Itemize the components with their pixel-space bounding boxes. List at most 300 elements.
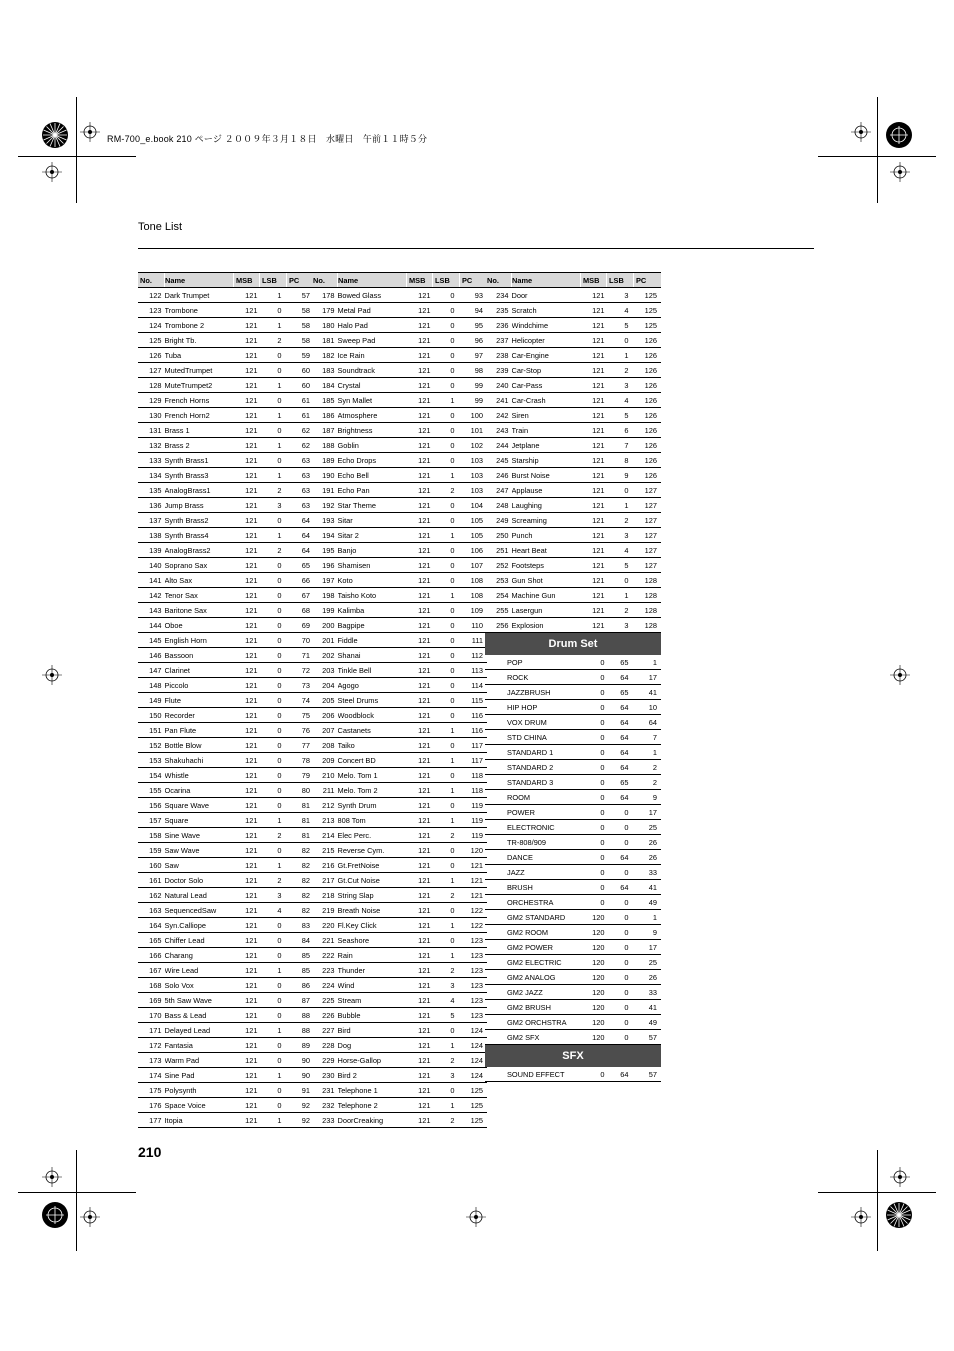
- tone-pc: 127: [634, 558, 662, 573]
- tone-lsb: 0: [260, 978, 287, 993]
- tone-row: [485, 483, 661, 498]
- tone-row: [138, 1113, 314, 1128]
- tone-lsb: 2: [433, 483, 460, 498]
- tone-msb: 121: [407, 1008, 433, 1023]
- tone-row: [138, 948, 314, 963]
- tone-msb: 121: [234, 948, 260, 963]
- tone-lsb: 0: [433, 858, 460, 873]
- col-header-name: Name: [165, 273, 234, 288]
- tone-name: MutedTrumpet: [165, 363, 234, 378]
- tone-pc: 92: [287, 1098, 315, 1113]
- tone-row: [485, 603, 661, 618]
- tone-pc: 111: [460, 633, 488, 648]
- tone-lsb: 0: [260, 798, 287, 813]
- tone-row: [138, 723, 314, 738]
- tone-pc: 103: [460, 453, 488, 468]
- tone-number: 135: [138, 483, 165, 498]
- tone-number: 132: [138, 438, 165, 453]
- drum-set-name: STANDARD 1: [485, 745, 581, 760]
- tone-pc: 92: [287, 1113, 315, 1128]
- tone-lsb: 0: [433, 693, 460, 708]
- drum-set-pc: 41: [634, 685, 662, 700]
- tone-pc: 123: [460, 963, 488, 978]
- tone-row: [311, 768, 487, 783]
- tone-row: [311, 318, 487, 333]
- tone-row: [311, 378, 487, 393]
- tone-lsb: 9: [607, 468, 634, 483]
- drum-set-pc: 64: [634, 715, 662, 730]
- tone-pc: 71: [287, 648, 315, 663]
- drum-set-msb: 120: [581, 925, 607, 940]
- tone-name: Doctor Solo: [165, 873, 234, 888]
- drum-set-lsb: 64: [607, 700, 634, 715]
- crosshair-icon: [466, 1207, 486, 1227]
- drum-set-msb: 120: [581, 1015, 607, 1030]
- tone-number: 247: [485, 483, 512, 498]
- tone-row: [311, 483, 487, 498]
- tone-row: [138, 678, 314, 693]
- tone-lsb: 1: [433, 753, 460, 768]
- drum-set-name: DANCE: [485, 850, 581, 865]
- tone-name: Siren: [512, 408, 581, 423]
- tone-name: Goblin: [338, 438, 407, 453]
- tone-row: [138, 1038, 314, 1053]
- tone-pc: 88: [287, 1023, 315, 1038]
- tone-number: 241: [485, 393, 512, 408]
- tone-pc: 91: [287, 1083, 315, 1098]
- tone-name: Polysynth: [165, 1083, 234, 1098]
- tone-row: [311, 633, 487, 648]
- tone-msb: 121: [234, 903, 260, 918]
- tone-lsb: 1: [260, 963, 287, 978]
- tone-row: [138, 633, 314, 648]
- tone-msb: 121: [407, 753, 433, 768]
- tone-pc: 82: [287, 858, 315, 873]
- tone-row: [138, 1098, 314, 1113]
- tone-lsb: 3: [607, 528, 634, 543]
- tone-msb: 121: [234, 978, 260, 993]
- tone-lsb: 1: [433, 918, 460, 933]
- tone-msb: 121: [407, 573, 433, 588]
- tone-msb: 121: [234, 303, 260, 318]
- tone-number: 210: [311, 768, 338, 783]
- drum-set-pc: 41: [634, 880, 662, 895]
- tone-number: 254: [485, 588, 512, 603]
- tone-number: 170: [138, 1008, 165, 1023]
- tone-lsb: 2: [607, 363, 634, 378]
- tone-lsb: 0: [260, 393, 287, 408]
- tone-name: AnalogBrass1: [165, 483, 234, 498]
- tone-row: [138, 918, 314, 933]
- tone-number: 249: [485, 513, 512, 528]
- tone-msb: 121: [234, 813, 260, 828]
- tone-msb: 121: [234, 1098, 260, 1113]
- tone-row: [485, 363, 661, 378]
- tone-msb: 121: [407, 303, 433, 318]
- col-header-name: Name: [512, 273, 581, 288]
- tone-name: Bird: [338, 1023, 407, 1038]
- tone-lsb: 3: [433, 1068, 460, 1083]
- tone-msb: 121: [234, 573, 260, 588]
- tone-row: [485, 468, 661, 483]
- tone-number: 203: [311, 663, 338, 678]
- tone-number: 152: [138, 738, 165, 753]
- tone-pc: 124: [460, 1023, 488, 1038]
- tone-number: 142: [138, 588, 165, 603]
- tone-lsb: 0: [260, 663, 287, 678]
- tone-msb: 121: [407, 738, 433, 753]
- tone-pc: 125: [460, 1113, 488, 1128]
- registration-mark-icon: [40, 1200, 70, 1230]
- tone-row: [311, 558, 487, 573]
- tone-lsb: 1: [433, 783, 460, 798]
- drum-set-msb: 0: [581, 700, 607, 715]
- drum-set-msb: 0: [581, 655, 607, 670]
- tone-row: [138, 963, 314, 978]
- tone-lsb: 0: [260, 303, 287, 318]
- drum-set-msb: 120: [581, 955, 607, 970]
- tone-row: [311, 1008, 487, 1023]
- drum-set-msb: 0: [581, 880, 607, 895]
- tone-name: SequencedSaw: [165, 903, 234, 918]
- tone-pc: 108: [460, 573, 488, 588]
- tone-msb: 121: [407, 798, 433, 813]
- tone-pc: 123: [460, 993, 488, 1008]
- tone-pc: 128: [634, 603, 662, 618]
- tone-pc: 126: [634, 393, 662, 408]
- tone-name: Car-Stop: [512, 363, 581, 378]
- tone-msb: 121: [407, 543, 433, 558]
- tone-msb: 121: [581, 453, 607, 468]
- tone-lsb: 1: [260, 288, 287, 303]
- tone-lsb: 1: [433, 1038, 460, 1053]
- tone-name: Stream: [338, 993, 407, 1008]
- tone-name: Reverse Cym.: [338, 843, 407, 858]
- tone-name: Wind: [338, 978, 407, 993]
- tone-pc: 119: [460, 828, 488, 843]
- tone-pc: 96: [460, 333, 488, 348]
- tone-row: [311, 918, 487, 933]
- tone-name: Pan Flute: [165, 723, 234, 738]
- tone-lsb: 0: [433, 513, 460, 528]
- drum-set-row: [485, 895, 661, 910]
- tone-msb: 121: [407, 1038, 433, 1053]
- drum-set-name: SOUND EFFECT: [485, 1067, 581, 1082]
- tone-lsb: 3: [433, 978, 460, 993]
- tone-name: Synth Brass4: [165, 528, 234, 543]
- drum-set-name: GM2 SFX: [485, 1030, 581, 1045]
- tone-pc: 89: [287, 1038, 315, 1053]
- tone-number: 138: [138, 528, 165, 543]
- tone-number: 248: [485, 498, 512, 513]
- tone-number: 217: [311, 873, 338, 888]
- drum-set-pc: 25: [634, 955, 662, 970]
- tone-row: [311, 828, 487, 843]
- col-header-lsb: LSB: [260, 273, 287, 288]
- tone-name: English Horn: [165, 633, 234, 648]
- tone-name: Flute: [165, 693, 234, 708]
- drum-set-name: STD CHINA: [485, 730, 581, 745]
- drum-set-msb: 0: [581, 715, 607, 730]
- tone-pc: 125: [634, 288, 662, 303]
- drum-set-name: TR-808/909: [485, 835, 581, 850]
- drum-set-pc: 2: [634, 760, 662, 775]
- tone-msb: 121: [234, 1068, 260, 1083]
- tone-table-3: [485, 272, 661, 1082]
- drum-set-pc: 26: [634, 850, 662, 865]
- tone-number: 234: [485, 288, 512, 303]
- tone-msb: 121: [581, 333, 607, 348]
- tone-row: [311, 1113, 487, 1128]
- tone-lsb: 5: [607, 318, 634, 333]
- tone-row: [138, 318, 314, 333]
- tone-pc: 84: [287, 933, 315, 948]
- tone-lsb: 0: [260, 678, 287, 693]
- tone-msb: 121: [407, 903, 433, 918]
- drum-set-lsb: 64: [607, 745, 634, 760]
- tone-lsb: 1: [607, 498, 634, 513]
- tone-pc: 126: [634, 453, 662, 468]
- tone-name: Tuba: [165, 348, 234, 363]
- tone-number: 220: [311, 918, 338, 933]
- drum-set-lsb: 64: [607, 850, 634, 865]
- tone-lsb: 0: [433, 423, 460, 438]
- tone-lsb: 0: [260, 768, 287, 783]
- tone-row: [311, 1023, 487, 1038]
- tone-lsb: 1: [260, 468, 287, 483]
- tone-pc: 125: [460, 1083, 488, 1098]
- tone-name: Sine Pad: [165, 1068, 234, 1083]
- tone-msb: 121: [407, 333, 433, 348]
- tone-name: Bass & Lead: [165, 1008, 234, 1023]
- tone-pc: 65: [287, 558, 315, 573]
- tone-row: [311, 588, 487, 603]
- tone-name: Starship: [512, 453, 581, 468]
- tone-pc: 64: [287, 528, 315, 543]
- tone-pc: 90: [287, 1053, 315, 1068]
- drum-set-pc: 33: [634, 865, 662, 880]
- tone-pc: 121: [460, 888, 488, 903]
- tone-name: Synth Brass3: [165, 468, 234, 483]
- tone-number: 173: [138, 1053, 165, 1068]
- tone-number: 207: [311, 723, 338, 738]
- tone-number: 145: [138, 633, 165, 648]
- tone-pc: 58: [287, 333, 315, 348]
- col-header-pc: PC: [460, 273, 488, 288]
- tone-name: Crystal: [338, 378, 407, 393]
- tone-name: Dark Trumpet: [165, 288, 234, 303]
- col-header-msb: MSB: [581, 273, 607, 288]
- drum-set-row: [485, 760, 661, 775]
- drum-set-name: ROCK: [485, 670, 581, 685]
- tone-number: 124: [138, 318, 165, 333]
- tone-name: Bird 2: [338, 1068, 407, 1083]
- tone-name: Telephone 2: [338, 1098, 407, 1113]
- drum-set-name: GM2 BRUSH: [485, 1000, 581, 1015]
- tone-name: Car-Pass: [512, 378, 581, 393]
- tone-name: Syn Mallet: [338, 393, 407, 408]
- tone-pc: 62: [287, 438, 315, 453]
- tone-row: [311, 333, 487, 348]
- drum-set-lsb: 0: [607, 985, 634, 1000]
- tone-number: 242: [485, 408, 512, 423]
- tone-pc: 125: [634, 318, 662, 333]
- tone-row: [311, 738, 487, 753]
- col-header-lsb: LSB: [607, 273, 634, 288]
- tone-msb: 121: [234, 693, 260, 708]
- tone-pc: 103: [460, 468, 488, 483]
- tone-name: Door: [512, 288, 581, 303]
- col-header-pc: PC: [634, 273, 662, 288]
- tone-pc: 97: [460, 348, 488, 363]
- tone-name: Halo Pad: [338, 318, 407, 333]
- tone-number: 122: [138, 288, 165, 303]
- tone-lsb: 0: [433, 498, 460, 513]
- tone-name: Chiffer Lead: [165, 933, 234, 948]
- drum-set-lsb: 0: [607, 820, 634, 835]
- tone-lsb: 0: [433, 408, 460, 423]
- drum-set-msb: 0: [581, 790, 607, 805]
- tone-number: 148: [138, 678, 165, 693]
- tone-lsb: 0: [433, 303, 460, 318]
- tone-number: 185: [311, 393, 338, 408]
- tone-number: 235: [485, 303, 512, 318]
- tone-name: Rain: [338, 948, 407, 963]
- tone-lsb: 0: [260, 933, 287, 948]
- tone-pc: 128: [634, 573, 662, 588]
- tone-row: [311, 1053, 487, 1068]
- tone-lsb: 0: [260, 603, 287, 618]
- tone-pc: 117: [460, 753, 488, 768]
- tone-row: [138, 543, 314, 558]
- tone-lsb: 1: [433, 588, 460, 603]
- tone-lsb: 0: [260, 423, 287, 438]
- tone-lsb: 2: [433, 888, 460, 903]
- tone-lsb: 0: [260, 948, 287, 963]
- drum-set-pc: 26: [634, 835, 662, 850]
- tone-lsb: 0: [433, 708, 460, 723]
- tone-pc: 121: [460, 873, 488, 888]
- tone-name: Soundtrack: [338, 363, 407, 378]
- tone-name: Shakuhachi: [165, 753, 234, 768]
- tone-pc: 70: [287, 633, 315, 648]
- tone-msb: 121: [234, 783, 260, 798]
- drum-set-name: HIP HOP: [485, 700, 581, 715]
- tone-name: Square: [165, 813, 234, 828]
- tone-name: Elec Perc.: [338, 828, 407, 843]
- tone-msb: 121: [234, 423, 260, 438]
- tone-name: Koto: [338, 573, 407, 588]
- tone-name: Metal Pad: [338, 303, 407, 318]
- tone-name: 5th Saw Wave: [165, 993, 234, 1008]
- tone-lsb: 1: [433, 393, 460, 408]
- tone-msb: 121: [581, 603, 607, 618]
- tone-pc: 127: [634, 543, 662, 558]
- tone-row: [138, 588, 314, 603]
- tone-pc: 127: [634, 483, 662, 498]
- tone-msb: 121: [234, 288, 260, 303]
- tone-row: [138, 603, 314, 618]
- tone-number: 141: [138, 573, 165, 588]
- tone-number: 233: [311, 1113, 338, 1128]
- drum-set-row: [485, 745, 661, 760]
- tone-name: Kalimba: [338, 603, 407, 618]
- tone-pc: 127: [634, 498, 662, 513]
- drum-set-pc: 49: [634, 895, 662, 910]
- tone-name: Horse-Gallop: [338, 1053, 407, 1068]
- tone-number: 175: [138, 1083, 165, 1098]
- tone-name: Scratch: [512, 303, 581, 318]
- tone-row: [311, 393, 487, 408]
- tone-msb: 121: [234, 333, 260, 348]
- tone-number: 204: [311, 678, 338, 693]
- tone-row: [138, 573, 314, 588]
- tone-name: Syn.Calliope: [165, 918, 234, 933]
- tone-pc: 85: [287, 963, 315, 978]
- drum-set-row: [485, 715, 661, 730]
- tone-msb: 121: [234, 708, 260, 723]
- tone-number: 166: [138, 948, 165, 963]
- tone-pc: 123: [460, 948, 488, 963]
- col-header-no: No.: [485, 273, 512, 288]
- drum-set-lsb: 64: [607, 760, 634, 775]
- tone-pc: 105: [460, 528, 488, 543]
- tone-pc: 64: [287, 543, 315, 558]
- tone-lsb: 1: [433, 528, 460, 543]
- tone-lsb: 0: [433, 558, 460, 573]
- tone-lsb: 0: [260, 738, 287, 753]
- tone-number: 139: [138, 543, 165, 558]
- tone-msb: 121: [407, 1053, 433, 1068]
- registration-mark-icon: [884, 1200, 914, 1230]
- tone-number: 176: [138, 1098, 165, 1113]
- tone-name: Wire Lead: [165, 963, 234, 978]
- tone-name: Car-Crash: [512, 393, 581, 408]
- tone-msb: 121: [407, 498, 433, 513]
- drum-set-row: [485, 910, 661, 925]
- tone-name: Warm Pad: [165, 1053, 234, 1068]
- tone-lsb: 3: [607, 618, 634, 633]
- tone-msb: 121: [234, 378, 260, 393]
- tone-number: 154: [138, 768, 165, 783]
- tone-name: Train: [512, 423, 581, 438]
- drum-set-msb: 0: [581, 685, 607, 700]
- tone-lsb: 5: [607, 558, 634, 573]
- tone-pc: 86: [287, 978, 315, 993]
- tone-row: [138, 513, 314, 528]
- tone-msb: 121: [407, 1098, 433, 1113]
- drum-set-msb: 0: [581, 850, 607, 865]
- drum-set-row: [485, 835, 661, 850]
- tone-number: 182: [311, 348, 338, 363]
- tone-lsb: 0: [260, 693, 287, 708]
- tone-pc: 119: [460, 798, 488, 813]
- tone-pc: 125: [634, 303, 662, 318]
- drum-set-name: POP: [485, 655, 581, 670]
- tone-msb: 121: [234, 453, 260, 468]
- tone-number: 214: [311, 828, 338, 843]
- tone-row: [311, 603, 487, 618]
- tone-lsb: 2: [433, 1053, 460, 1068]
- drum-set-lsb: 65: [607, 685, 634, 700]
- tone-msb: 121: [407, 918, 433, 933]
- tone-name: Heart Beat: [512, 543, 581, 558]
- drum-set-pc: 2: [634, 775, 662, 790]
- tone-pc: 120: [460, 843, 488, 858]
- tone-name: Synth Drum: [338, 798, 407, 813]
- tone-pc: 82: [287, 873, 315, 888]
- drum-set-msb: 0: [581, 730, 607, 745]
